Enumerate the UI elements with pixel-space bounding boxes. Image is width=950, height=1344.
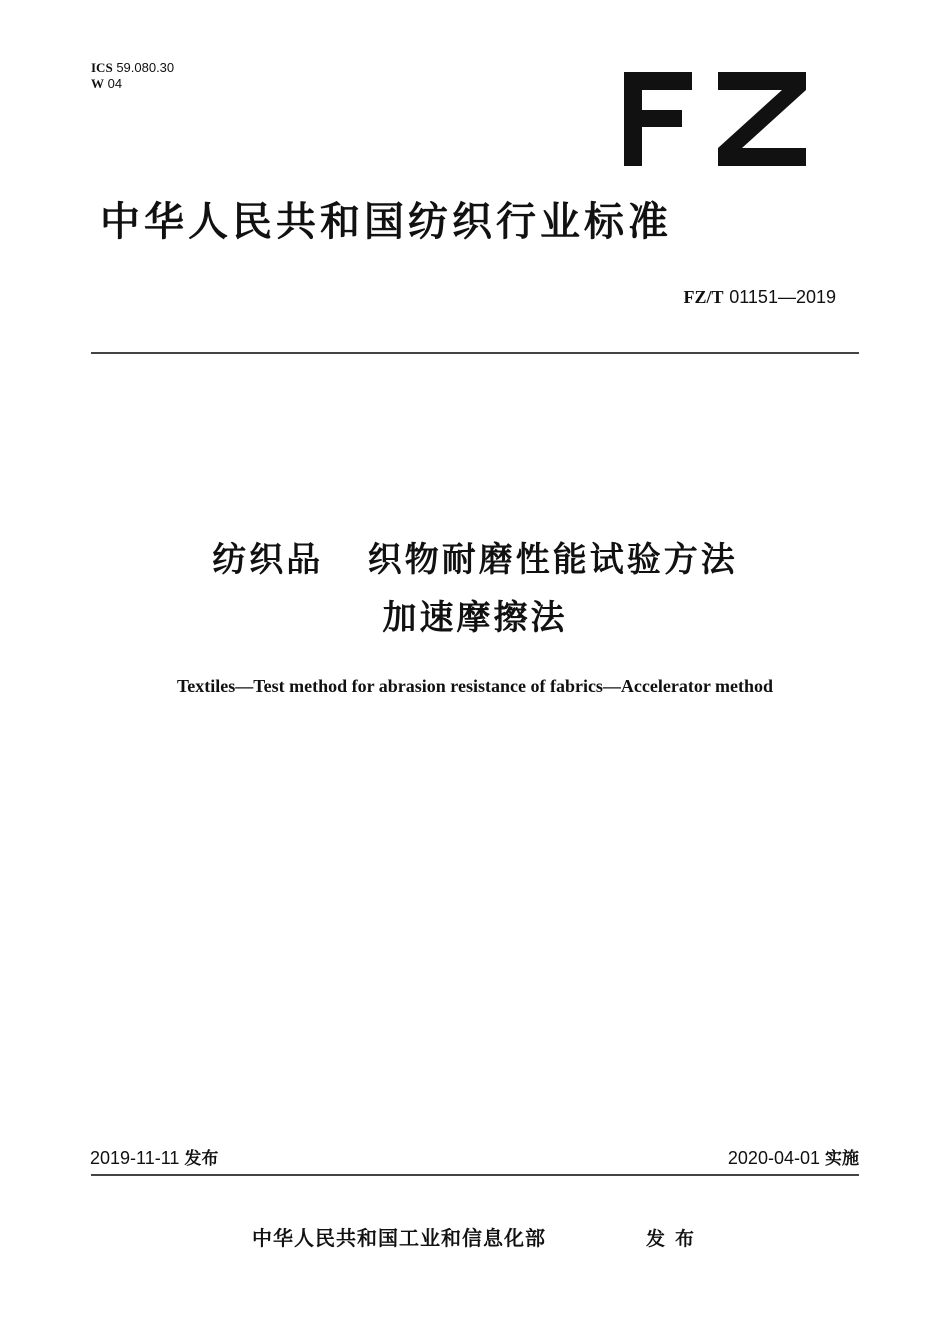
title-en: Textiles—Test method for abrasion resistance of fabrics—Accelerator method [176,676,774,696]
implement-date: 2020-04-01 [727,1148,820,1168]
ics-label: ICS [91,60,113,75]
ics-line [91,60,174,76]
org-title: 中华人民共和国纺织行业标准 [100,199,672,245]
ccs-code: 04 [107,76,123,91]
ccs-label: W [91,76,104,91]
issuer: 中华人民共和国工业和信息化部 [252,1226,546,1250]
standard-prefix: FZ/T [683,287,724,307]
publish-date: 2019-11-11 [90,1148,180,1168]
implement-date-block [728,1144,859,1169]
standard-code: 01151—2019 [729,287,836,307]
publish-label: 发布 [184,1149,219,1169]
classification-block [91,60,174,92]
ics-code: 59.080.30 [116,60,175,75]
title-cn-line1: 纺织品 织物耐磨性能试验方法 [212,540,738,580]
implement-label: 实施 [825,1149,859,1169]
issue-label: 发布 [646,1228,705,1250]
bottom-divider [91,1174,859,1176]
top-divider [91,352,859,354]
standard-number [683,287,836,308]
publish-date-block [90,1144,218,1169]
ccs-line [91,76,174,92]
title-cn-line2: 加速摩擦法 [382,598,568,638]
fz-logo [622,72,808,166]
